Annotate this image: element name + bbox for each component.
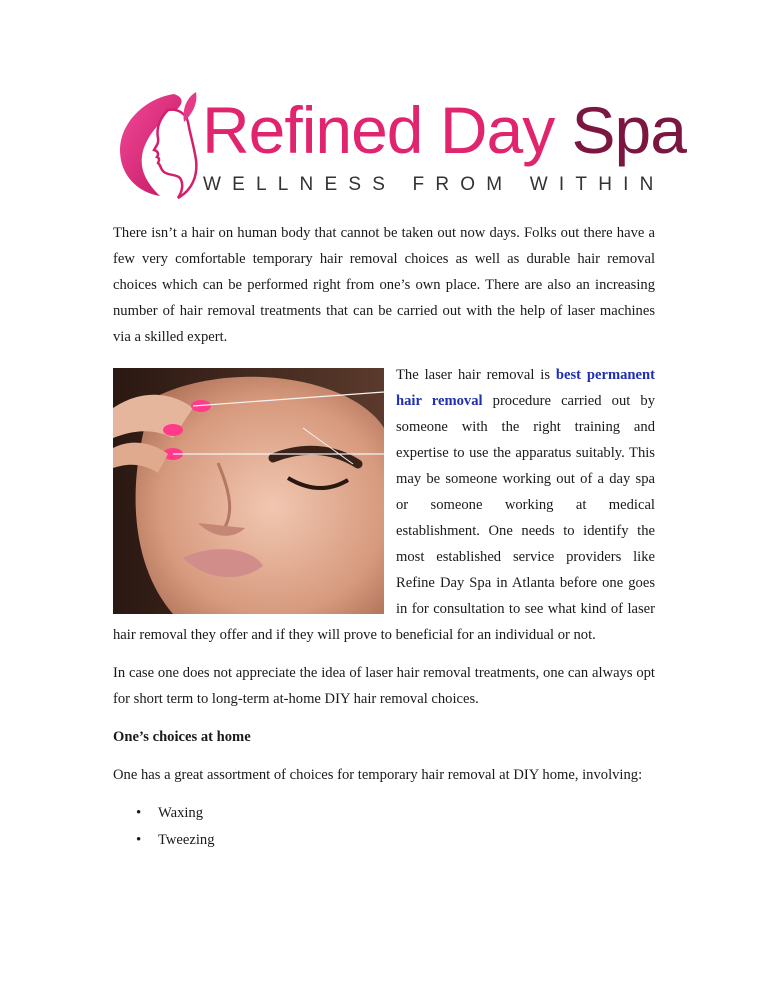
permanent-hair-removal-link[interactable]: best permanent hair removal <box>396 367 655 409</box>
laser-paragraph: The laser hair removal is best permanent hair removal procedure carried out by someone with the right training and expertise to use the apparatus suitably. This may be someone working out of a day spa or someone working at medical establishment. One needs to identify the most established service providers like Refine Day Spa in Atlanta before one goes in for consultation to see what kind of laser hair removal they offer and if they will prove to beneficial for an individual or not. <box>113 367 655 643</box>
eyebrow-threading-photo <box>113 368 384 614</box>
list-item: • Tweezing <box>158 827 655 854</box>
brand-name: Refined Day Spa <box>202 93 686 167</box>
face-silhouette-icon <box>112 88 204 200</box>
brand-tagline: WELLNESS FROM WITHIN <box>203 174 665 195</box>
intro-paragraph: There isn’t a hair on human body that cannot be taken out now days. Folks out there have a few very comfortable temporary hair removal choices as well as durable hair removal choices which can be performed right from one’s own place. There are also an increasing number of hair removal treatments that can be carried out with the help of laser machines via a skilled expert. <box>113 225 655 345</box>
section-heading: One’s choices at home <box>113 729 251 745</box>
diy-paragraph: In case one does not appreciate the idea of laser hair removal treatments, one can always opt for short term to long-term at-home DIY hair removal choices. <box>113 665 655 707</box>
choices-paragraph: One has a great assortment of choices for temporary hair removal at DIY home, involving: <box>113 767 643 783</box>
brand-logo <box>112 88 686 200</box>
choices-list <box>113 800 655 854</box>
article-body <box>113 220 655 854</box>
list-item: • Waxing <box>158 800 655 827</box>
laser-section <box>113 362 655 648</box>
